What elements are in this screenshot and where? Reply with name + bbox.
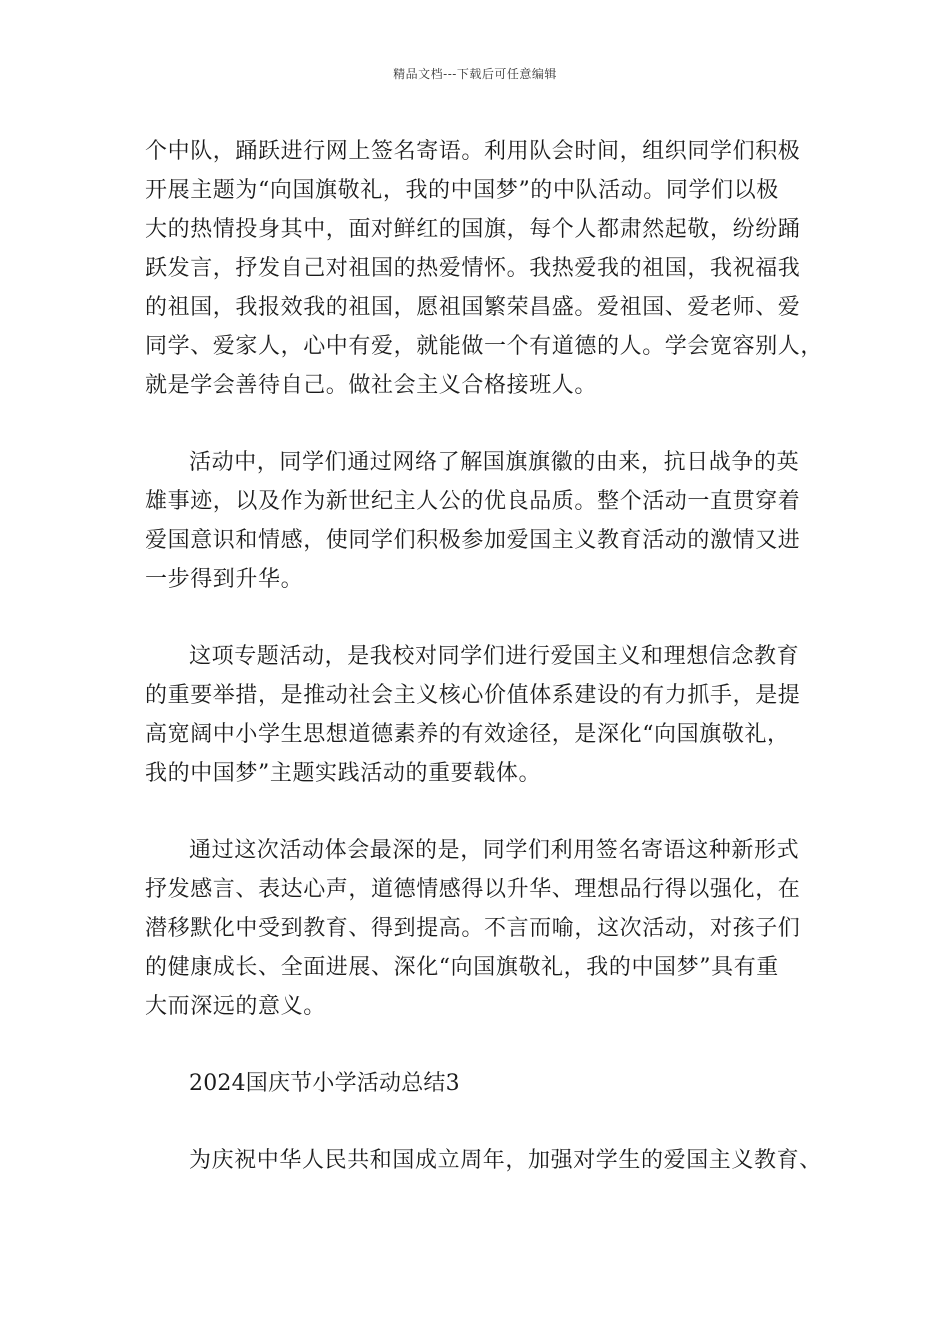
text-line: 同学、爱家人，心中有爱，就能做一个有道德的人。学会宽容别人，: [145, 334, 824, 359]
paragraph-gap: [145, 599, 825, 637]
page-header: 精品文档---下载后可任意编辑: [393, 67, 557, 81]
text-line: 高宽阔中小学生思想道德素养的有效途径，是深化“向国旗敬礼，: [145, 722, 790, 747]
text-line: 我的中国梦”主题实践活动的重要载体。: [145, 761, 542, 786]
paragraph-2: [145, 443, 825, 599]
text-line: 通过这次活动体会最深的是，同学们利用签名寄语这种新形式: [189, 838, 800, 863]
text-line: 雄事迹，以及作为新世纪主人公的优良品质。整个活动一直贯穿着: [145, 489, 801, 514]
text-line: 为庆祝中华人民共和国成立周年，加强对学生的爱国主义教育、: [189, 1148, 822, 1173]
text-line: 大的热情投身其中，面对鲜红的国旗，每个人都肃然起敬，纷纷踊: [145, 217, 801, 242]
text-line: 的健康成长、全面进展、深化“向国旗敬礼，我的中国梦”具有重: [145, 955, 779, 980]
text-line: 的祖国，我报效我的祖国，愿祖国繁荣昌盛。爱祖国、爱老师、爱: [145, 295, 801, 320]
text-line: 活动中，同学们通过网络了解国旗旗徽的由来，抗日战争的英: [189, 450, 800, 475]
text-line: 这项专题活动，是我校对同学们进行爱国主义和理想信念教育: [189, 644, 800, 669]
paragraph-gap: [145, 1103, 825, 1141]
text-line: 爱国意识和情感，使同学们积极参加爱国主义教育活动的激情又进: [145, 528, 801, 553]
text-line: 就是学会善待自己。做社会主义合格接班人。: [145, 373, 598, 398]
paragraph-4: [145, 831, 825, 1026]
section-title: 2024国庆节小学活动总结3: [189, 1071, 460, 1096]
paragraph-3: [145, 637, 825, 793]
paragraph-gap: [145, 1026, 825, 1064]
paragraph-gap: [145, 405, 825, 443]
text-line: 开展主题为“向国旗敬礼，我的中国梦”的中队活动。同学们以极: [145, 178, 779, 203]
document-body: [145, 132, 825, 1180]
paragraph-1: [145, 132, 825, 405]
text-line: 个中队，踊跃进行网上签名寄语。利用队会时间，组织同学们积极: [145, 139, 801, 164]
text-line: 的重要举措，是推动社会主义核心价值体系建设的有力抓手，是提: [145, 683, 801, 708]
text-line: 大而深远的意义。: [145, 994, 326, 1019]
paragraph-gap: [145, 793, 825, 831]
paragraph-5: [145, 1141, 825, 1180]
text-line: 抒发感言、表达心声，道德情感得以升华、理想品行得以强化，在: [145, 877, 801, 902]
text-line: 一步得到升华。: [145, 567, 304, 592]
text-line: 潜移默化中受到教育、得到提高。不言而喻，这次活动，对孩子们: [145, 916, 801, 941]
text-line: 跃发言，抒发自己对祖国的热爱情怀。我热爱我的祖国，我祝福我: [145, 256, 801, 281]
